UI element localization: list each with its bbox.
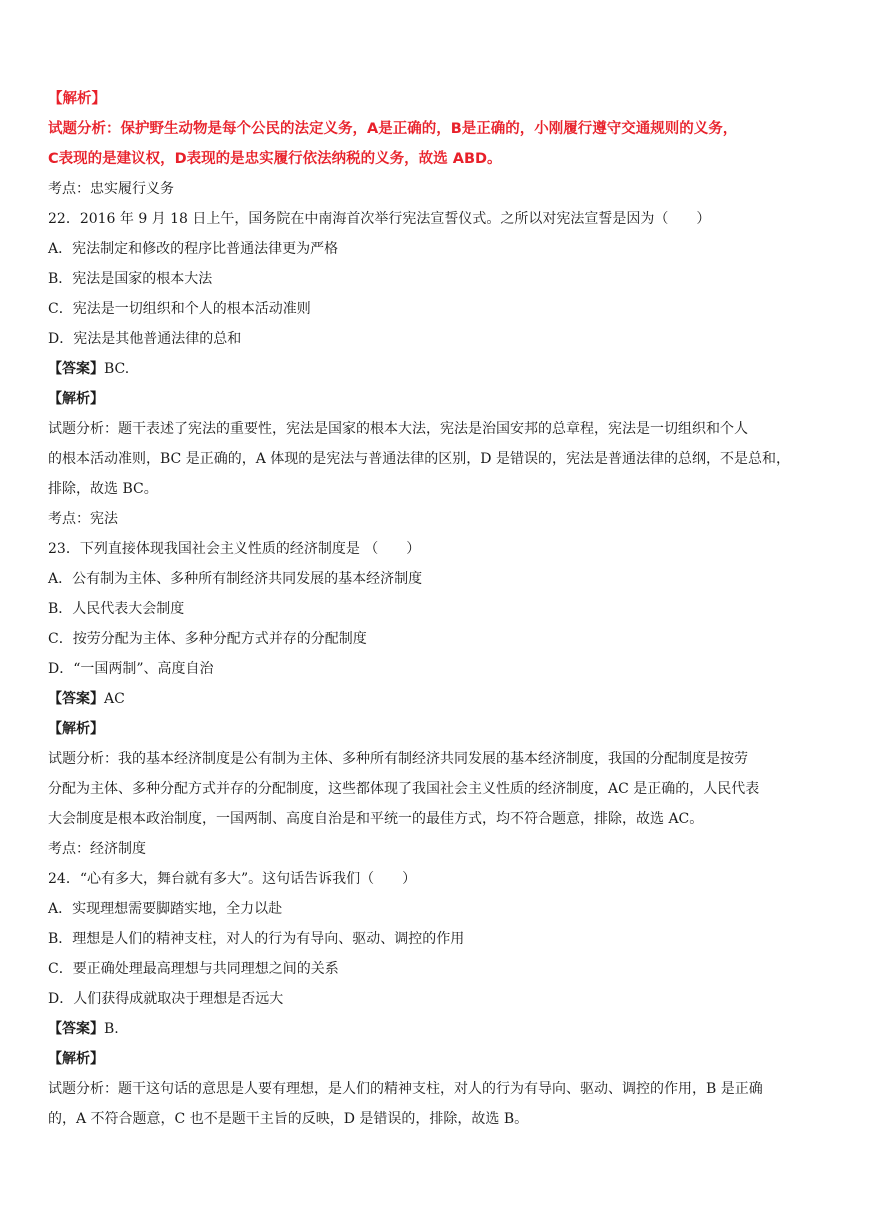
- answer-label: 【答案】: [48, 1021, 104, 1037]
- analysis-label: 【解析】: [48, 721, 104, 737]
- analysis-line: 试题分析：题干这句话的意思是人要有理想，是人们的精神支柱，对人的行为有导向、驱动、调控的作用，B 是正确: [48, 1081, 763, 1097]
- answer-value: B.: [104, 1021, 119, 1037]
- analysis-line: 的根本活动准则，BC 是正确的，A 体现的是宪法与普通法律的区别，D 是错误的，宪法是普通法律的总纲，不是总和，: [48, 451, 790, 467]
- intro-analysis-line: 试题分析：保护野生动物是每个公民的法定义务，A是正确的，B是正确的，小刚履行遵守交通规则的义务，: [48, 121, 738, 137]
- option-d: D．“一国两制”、高度自治: [48, 661, 214, 677]
- intro-analysis-label: 【解析】: [48, 91, 106, 107]
- analysis-line: 的，A 不符合题意，C 也不是题干主旨的反映，D 是错误的，排除，故选 B。: [48, 1111, 529, 1127]
- option-d: D．宪法是其他普通法律的总和: [48, 331, 242, 347]
- analysis-line: 试题分析：题干表述了宪法的重要性，宪法是国家的根本大法，宪法是治国安邦的总章程，宪法是一切组织和个人: [48, 421, 748, 437]
- option-b: B．人民代表大会制度: [48, 601, 185, 617]
- answer-line: [48, 684, 828, 714]
- question-stem: 22．2016 年 9 月 18 日上午，国务院在中南海首次举行宪法宣誓仪式。之所以对宪法宣誓是因为（ ）: [48, 211, 711, 227]
- option-c: C．宪法是一切组织和个人的根本活动准则: [48, 301, 311, 317]
- option-d: D．人们获得成就取决于理想是否远大: [48, 991, 284, 1007]
- option-c: C．按劳分配为主体、多种分配方式并存的分配制度: [48, 631, 367, 647]
- answer-line: [48, 1014, 828, 1044]
- analysis-line: 排除，故选 BC。: [48, 481, 158, 497]
- answer-label: 【答案】: [48, 691, 104, 707]
- option-b: B．理想是人们的精神支柱，对人的行为有导向、驱动、调控的作用: [48, 931, 465, 947]
- option-c: C．要正确处理最高理想与共同理想之间的关系: [48, 961, 339, 977]
- analysis-label: 【解析】: [48, 391, 104, 407]
- question-24: [48, 864, 828, 1134]
- question-22: [48, 204, 828, 534]
- analysis-line: 分配为主体、多种分配方式并存的分配制度，这些都体现了我国社会主义性质的经济制度，AC 是正确的，人民代表: [48, 781, 760, 797]
- option-b: B．宪法是国家的根本大法: [48, 271, 213, 287]
- kaodian: 考点：宪法: [48, 511, 118, 527]
- analysis-line: 试题分析：我的基本经济制度是公有制为主体、多种所有制经济共同发展的基本经济制度，我国的分配制度是按劳: [48, 751, 748, 767]
- kaodian: 考点：经济制度: [48, 841, 146, 857]
- question-stem: 23．下列直接体现我国社会主义性质的经济制度是 （ ）: [48, 541, 421, 557]
- option-a: A．实现理想需要脚踏实地，全力以赴: [48, 901, 283, 917]
- answer-value: BC.: [104, 361, 130, 377]
- question-23: [48, 534, 828, 864]
- option-a: A．宪法制定和修改的程序比普通法律更为严格: [48, 241, 339, 257]
- intro-analysis-line: C表现的是建议权，D表现的是忠实履行依法纳税的义务，故选 ABD。: [48, 151, 502, 167]
- intro-kaodian: 考点：忠实履行义务: [48, 181, 174, 197]
- option-a: A．公有制为主体、多种所有制经济共同发展的基本经济制度: [48, 571, 423, 587]
- analysis-line: 大会制度是根本政治制度，一国两制、高度自治是和平统一的最佳方式，均不符合题意，排除，故选 AC。: [48, 811, 704, 827]
- analysis-label: 【解析】: [48, 1051, 104, 1067]
- answer-label: 【答案】: [48, 361, 104, 377]
- answer-value: AC: [104, 691, 125, 707]
- document-page: [48, 84, 828, 1134]
- question-stem: 24．“心有多大，舞台就有多大”。这句话告诉我们（ ）: [48, 871, 417, 887]
- answer-line: [48, 354, 828, 384]
